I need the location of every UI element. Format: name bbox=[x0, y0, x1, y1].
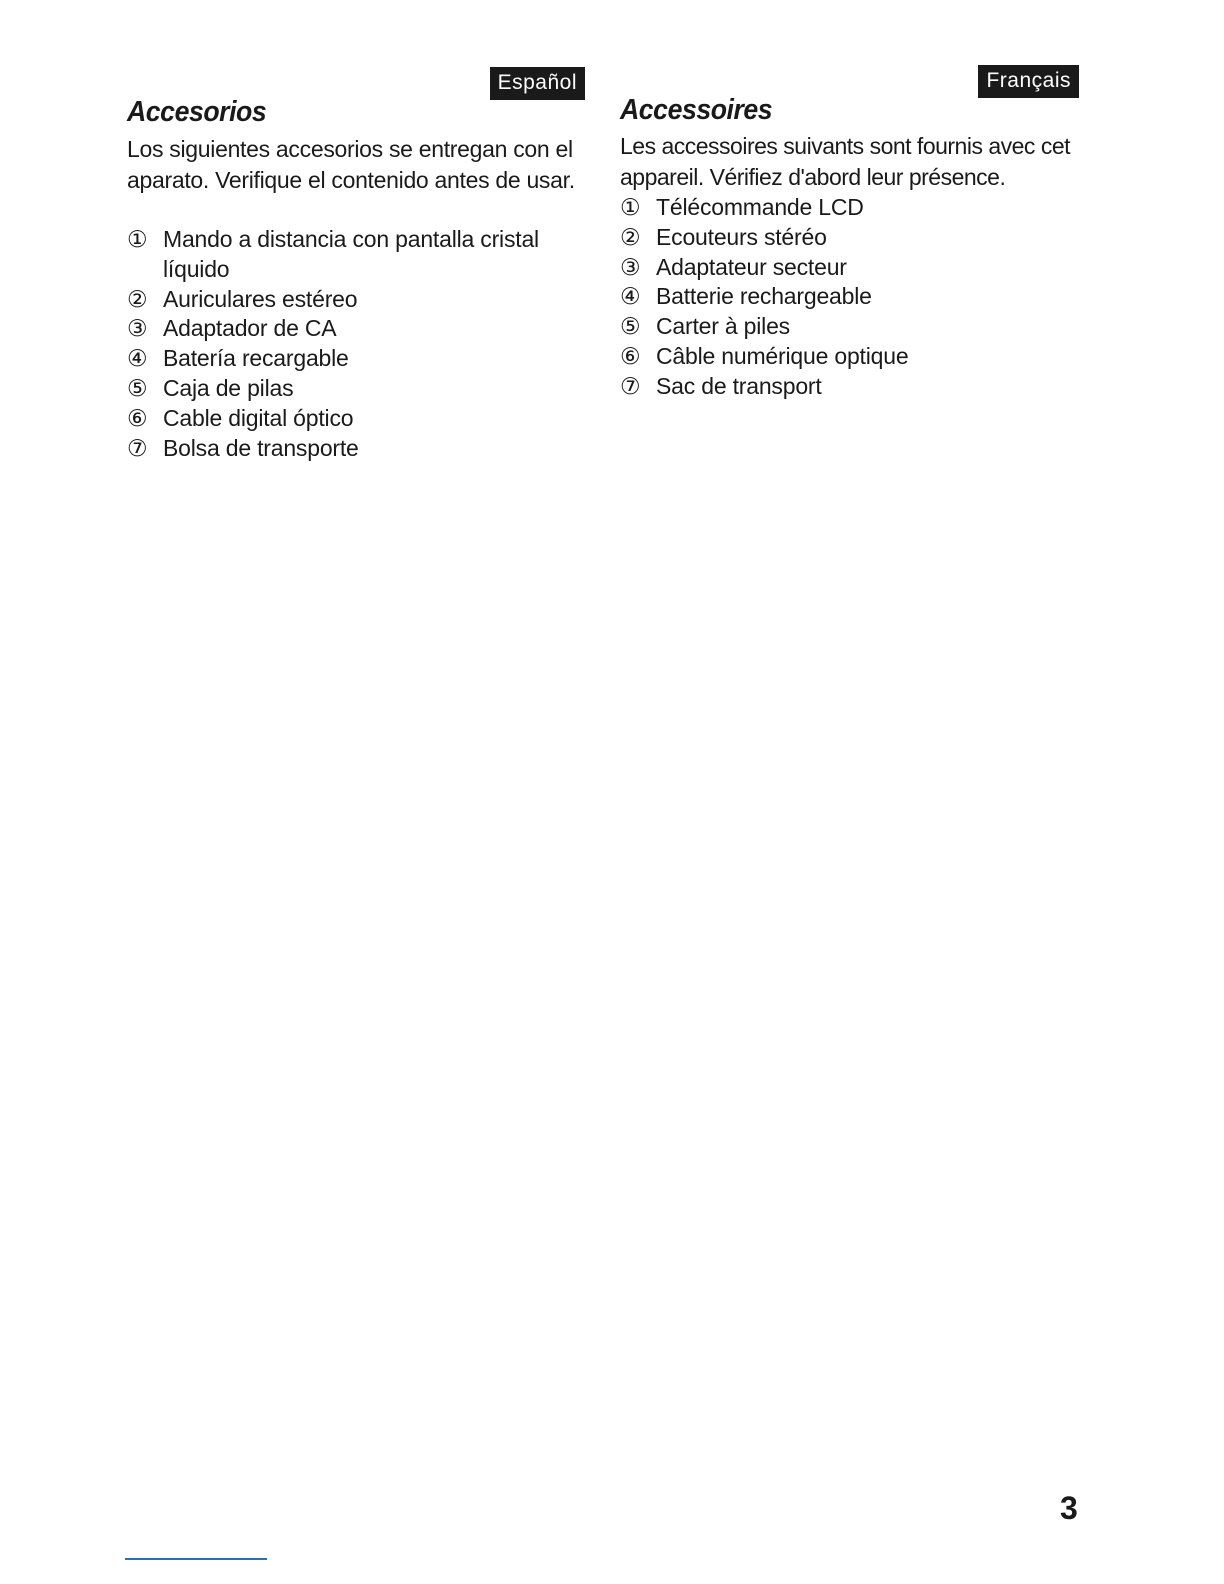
item-text: Câble numérique optique bbox=[656, 342, 909, 369]
list-item bbox=[127, 374, 589, 404]
list-item bbox=[620, 342, 1082, 372]
item-number: ① bbox=[127, 226, 148, 252]
list-item bbox=[127, 344, 589, 374]
item-text: Bolsa de transporte bbox=[163, 434, 359, 461]
item-text: Télécommande LCD bbox=[656, 194, 864, 220]
item-number: ⑦ bbox=[620, 372, 641, 399]
list-item bbox=[127, 225, 589, 285]
list-item bbox=[127, 285, 589, 315]
list-item bbox=[620, 282, 1082, 312]
item-text: Mando a distancia con pantalla cristal líquido bbox=[163, 226, 539, 282]
intro-text-french: Les accessoires suivants sont fournis avec cet appareil. Vérifiez d'abord leur présence. bbox=[620, 133, 1071, 190]
item-text: Caja de pilas bbox=[163, 374, 294, 401]
item-number: ⑤ bbox=[620, 313, 641, 340]
footer-divider bbox=[125, 1558, 267, 1560]
page-number: 3 bbox=[1060, 1490, 1078, 1526]
item-text: Batterie rechargeable bbox=[656, 283, 872, 310]
item-number: ⑥ bbox=[620, 342, 641, 369]
list-item bbox=[620, 193, 1082, 223]
item-number: ④ bbox=[620, 283, 641, 310]
item-number: ⑥ bbox=[127, 404, 148, 431]
language-label-spanish: Español bbox=[490, 67, 585, 100]
item-text: Batería recargable bbox=[163, 345, 349, 372]
item-number: ⑦ bbox=[127, 434, 148, 461]
list-item bbox=[620, 372, 1082, 402]
list-item bbox=[620, 253, 1082, 283]
item-number: ④ bbox=[127, 345, 148, 372]
list-item bbox=[127, 314, 589, 344]
item-text: Ecouteurs stéréo bbox=[656, 223, 827, 250]
section-title-spanish: Accesorios bbox=[127, 96, 267, 128]
item-text: Cable digital óptico bbox=[163, 404, 354, 431]
item-number: ② bbox=[127, 285, 148, 312]
item-text: Auriculares estéreo bbox=[163, 285, 358, 312]
list-item bbox=[127, 404, 589, 434]
section-title-french: Accessoires bbox=[620, 94, 773, 126]
item-number: ① bbox=[620, 194, 641, 220]
item-text: Sac de transport bbox=[656, 372, 822, 399]
item-number: ② bbox=[620, 223, 641, 250]
item-text: Adaptateur secteur bbox=[656, 253, 847, 280]
list-item bbox=[127, 434, 589, 464]
accessory-list-spanish bbox=[127, 225, 589, 463]
list-item bbox=[620, 312, 1082, 342]
item-text: Adaptador de CA bbox=[163, 315, 337, 342]
intro-text-spanish: Los siguientes accesorios se entregan con el aparato. Verifique el contenido antes de usar. bbox=[127, 136, 575, 193]
list-item bbox=[620, 223, 1082, 253]
item-number: ⑤ bbox=[127, 374, 148, 401]
item-number: ③ bbox=[620, 253, 641, 280]
accessory-list-french bbox=[620, 193, 1082, 402]
item-text: Carter à piles bbox=[656, 313, 790, 340]
language-label-french: Français bbox=[978, 65, 1079, 98]
item-number: ③ bbox=[127, 315, 148, 342]
